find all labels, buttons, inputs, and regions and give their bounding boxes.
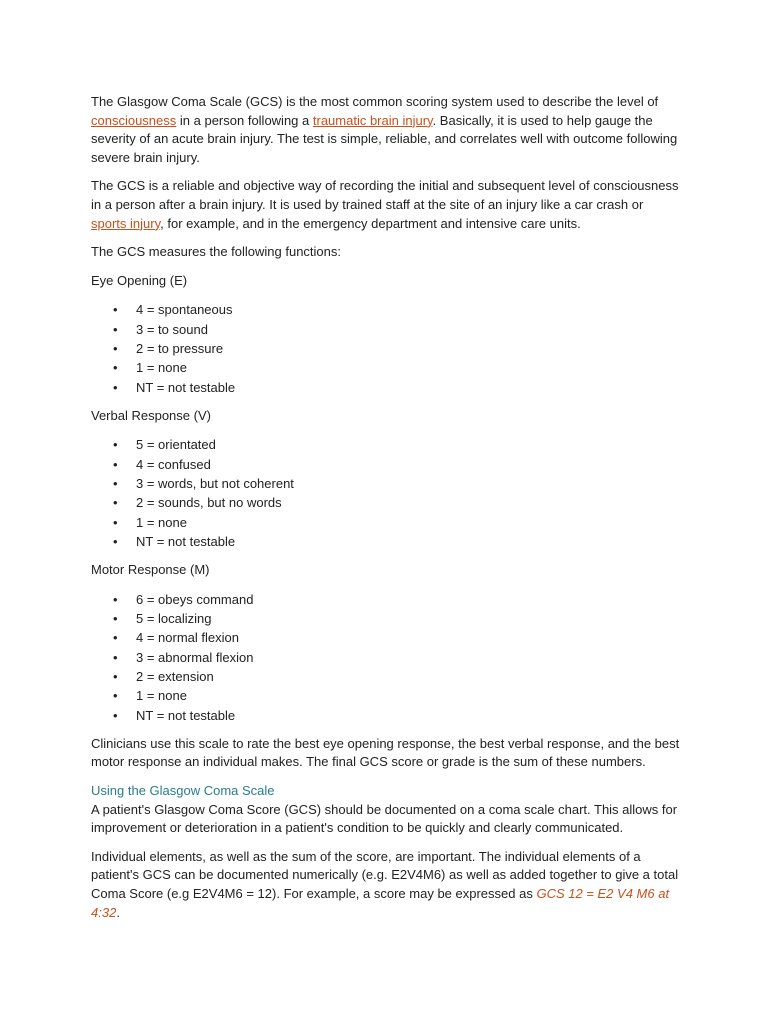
list-item [91,435,681,454]
list-item [91,609,681,628]
document-body [91,93,681,932]
bullet-icon: • [113,379,118,395]
bullet-icon: • [113,495,118,511]
motor-response-heading: Motor Response (M) [91,562,210,578]
list-item [91,706,681,725]
list-item-text: 3 = abnormal flexion [136,649,254,665]
gcs-reliability-paragraph [91,177,681,233]
bullet-icon: • [113,630,118,646]
intro-text-3: . Basically, it is used to help gauge the severity of an acute brain injury. The test is simple, reliable, and correlates well with outcome following severe brain injury. [91,112,678,165]
individual-elements-paragraph [91,848,681,922]
list-item [91,455,681,474]
list-item-text: 5 = orientated [136,437,216,453]
para2-text-2: , for example, and in the emergency department and intensive care units. [160,215,581,231]
gcs-example-formula: GCS 12 = E2 V4 M6 at 4:32 [91,886,670,920]
intro-text-1: The Glasgow Coma Scale (GCS) is the most common scoring system used to describe the level of [91,94,659,109]
bullet-icon: • [113,688,118,704]
list-item-text: 2 = extension [136,668,214,684]
documentation-paragraph: A patient's Glasgow Coma Score (GCS) should be documented on a coma scale chart. This allows for improvement or deterioration in a patient's condition to be quickly and clearly communicated. [91,801,678,836]
list-item [91,339,681,358]
list-item [91,590,681,609]
motor-response-list [91,590,681,725]
list-item-text: 4 = normal flexion [136,630,239,646]
measures-intro: The GCS measures the following functions: [91,244,342,260]
list-item [91,493,681,512]
bullet-icon: • [113,476,118,492]
list-item-text: 5 = localizing [136,611,212,627]
bullet-icon: • [113,360,118,376]
bullet-icon: • [113,649,118,665]
list-item [91,667,681,686]
list-item-text: 4 = confused [136,456,211,472]
list-item [91,628,681,647]
list-item [91,648,681,667]
consciousness-link[interactable]: consciousness [91,112,177,128]
list-item-text: 1 = none [136,688,187,704]
intro-text-2: in a person following a [176,112,313,128]
bullet-icon: • [113,514,118,530]
list-item-text: 2 = sounds, but no words [136,495,282,511]
list-item-text: 1 = none [136,360,187,376]
list-item [91,532,681,551]
list-item [91,686,681,705]
list-item-text: 6 = obeys command [136,591,254,607]
bullet-icon: • [113,668,118,684]
intro-paragraph [91,93,681,167]
bullet-icon: • [113,456,118,472]
list-item [91,474,681,493]
traumatic-brain-injury-link[interactable]: traumatic brain injury [312,112,433,128]
para2-text-1: The GCS is a reliable and objective way of recording the initial and subsequent level of consciousness in a person after a brain injury. It is used by trained staff at the site of an injury like a car crash or [91,178,679,212]
bullet-icon: • [113,591,118,607]
list-item-text: 4 = spontaneous [136,302,233,318]
clinicians-paragraph: Clinicians use this scale to rate the best eye opening response, the best verbal response, and the best motor response an individual makes. The final GCS score or grade is the sum of these numbers. [91,735,680,770]
list-item-text: NT = not testable [136,379,236,395]
verbal-response-list [91,435,681,551]
list-item-text: NT = not testable [136,707,236,723]
list-item [91,300,681,319]
using-gcs-subheading: Using the Glasgow Coma Scale [91,783,275,799]
bullet-icon: • [113,437,118,453]
elements-text-2: . [116,904,120,920]
list-item [91,378,681,397]
sports-injury-link[interactable]: sports injury [91,215,161,231]
list-item [91,358,681,377]
list-item-text: 3 = to sound [136,321,208,337]
bullet-icon: • [113,707,118,723]
bullet-icon: • [113,533,118,549]
eye-opening-heading: Eye Opening (E) [91,272,188,288]
verbal-response-heading: Verbal Response (V) [91,407,211,423]
bullet-icon: • [113,340,118,356]
list-item [91,320,681,339]
list-item-text: 2 = to pressure [136,340,224,356]
list-item-text: 3 = words, but not coherent [136,476,294,492]
bullet-icon: • [113,611,118,627]
list-item-text: NT = not testable [136,533,236,549]
bullet-icon: • [113,321,118,337]
eye-opening-list [91,300,681,396]
elements-text-1: Individual elements, as well as the sum of the score, are important. The individual elements of a patient's GCS can be documented numerically (e.g. E2V4M6) as well as added together to give a total Coma Score (e.g E2V4M6 = 12). For example, a score may be expressed as [91,848,679,902]
bullet-icon: • [113,302,118,318]
list-item-text: 1 = none [136,514,187,530]
list-item [91,513,681,532]
